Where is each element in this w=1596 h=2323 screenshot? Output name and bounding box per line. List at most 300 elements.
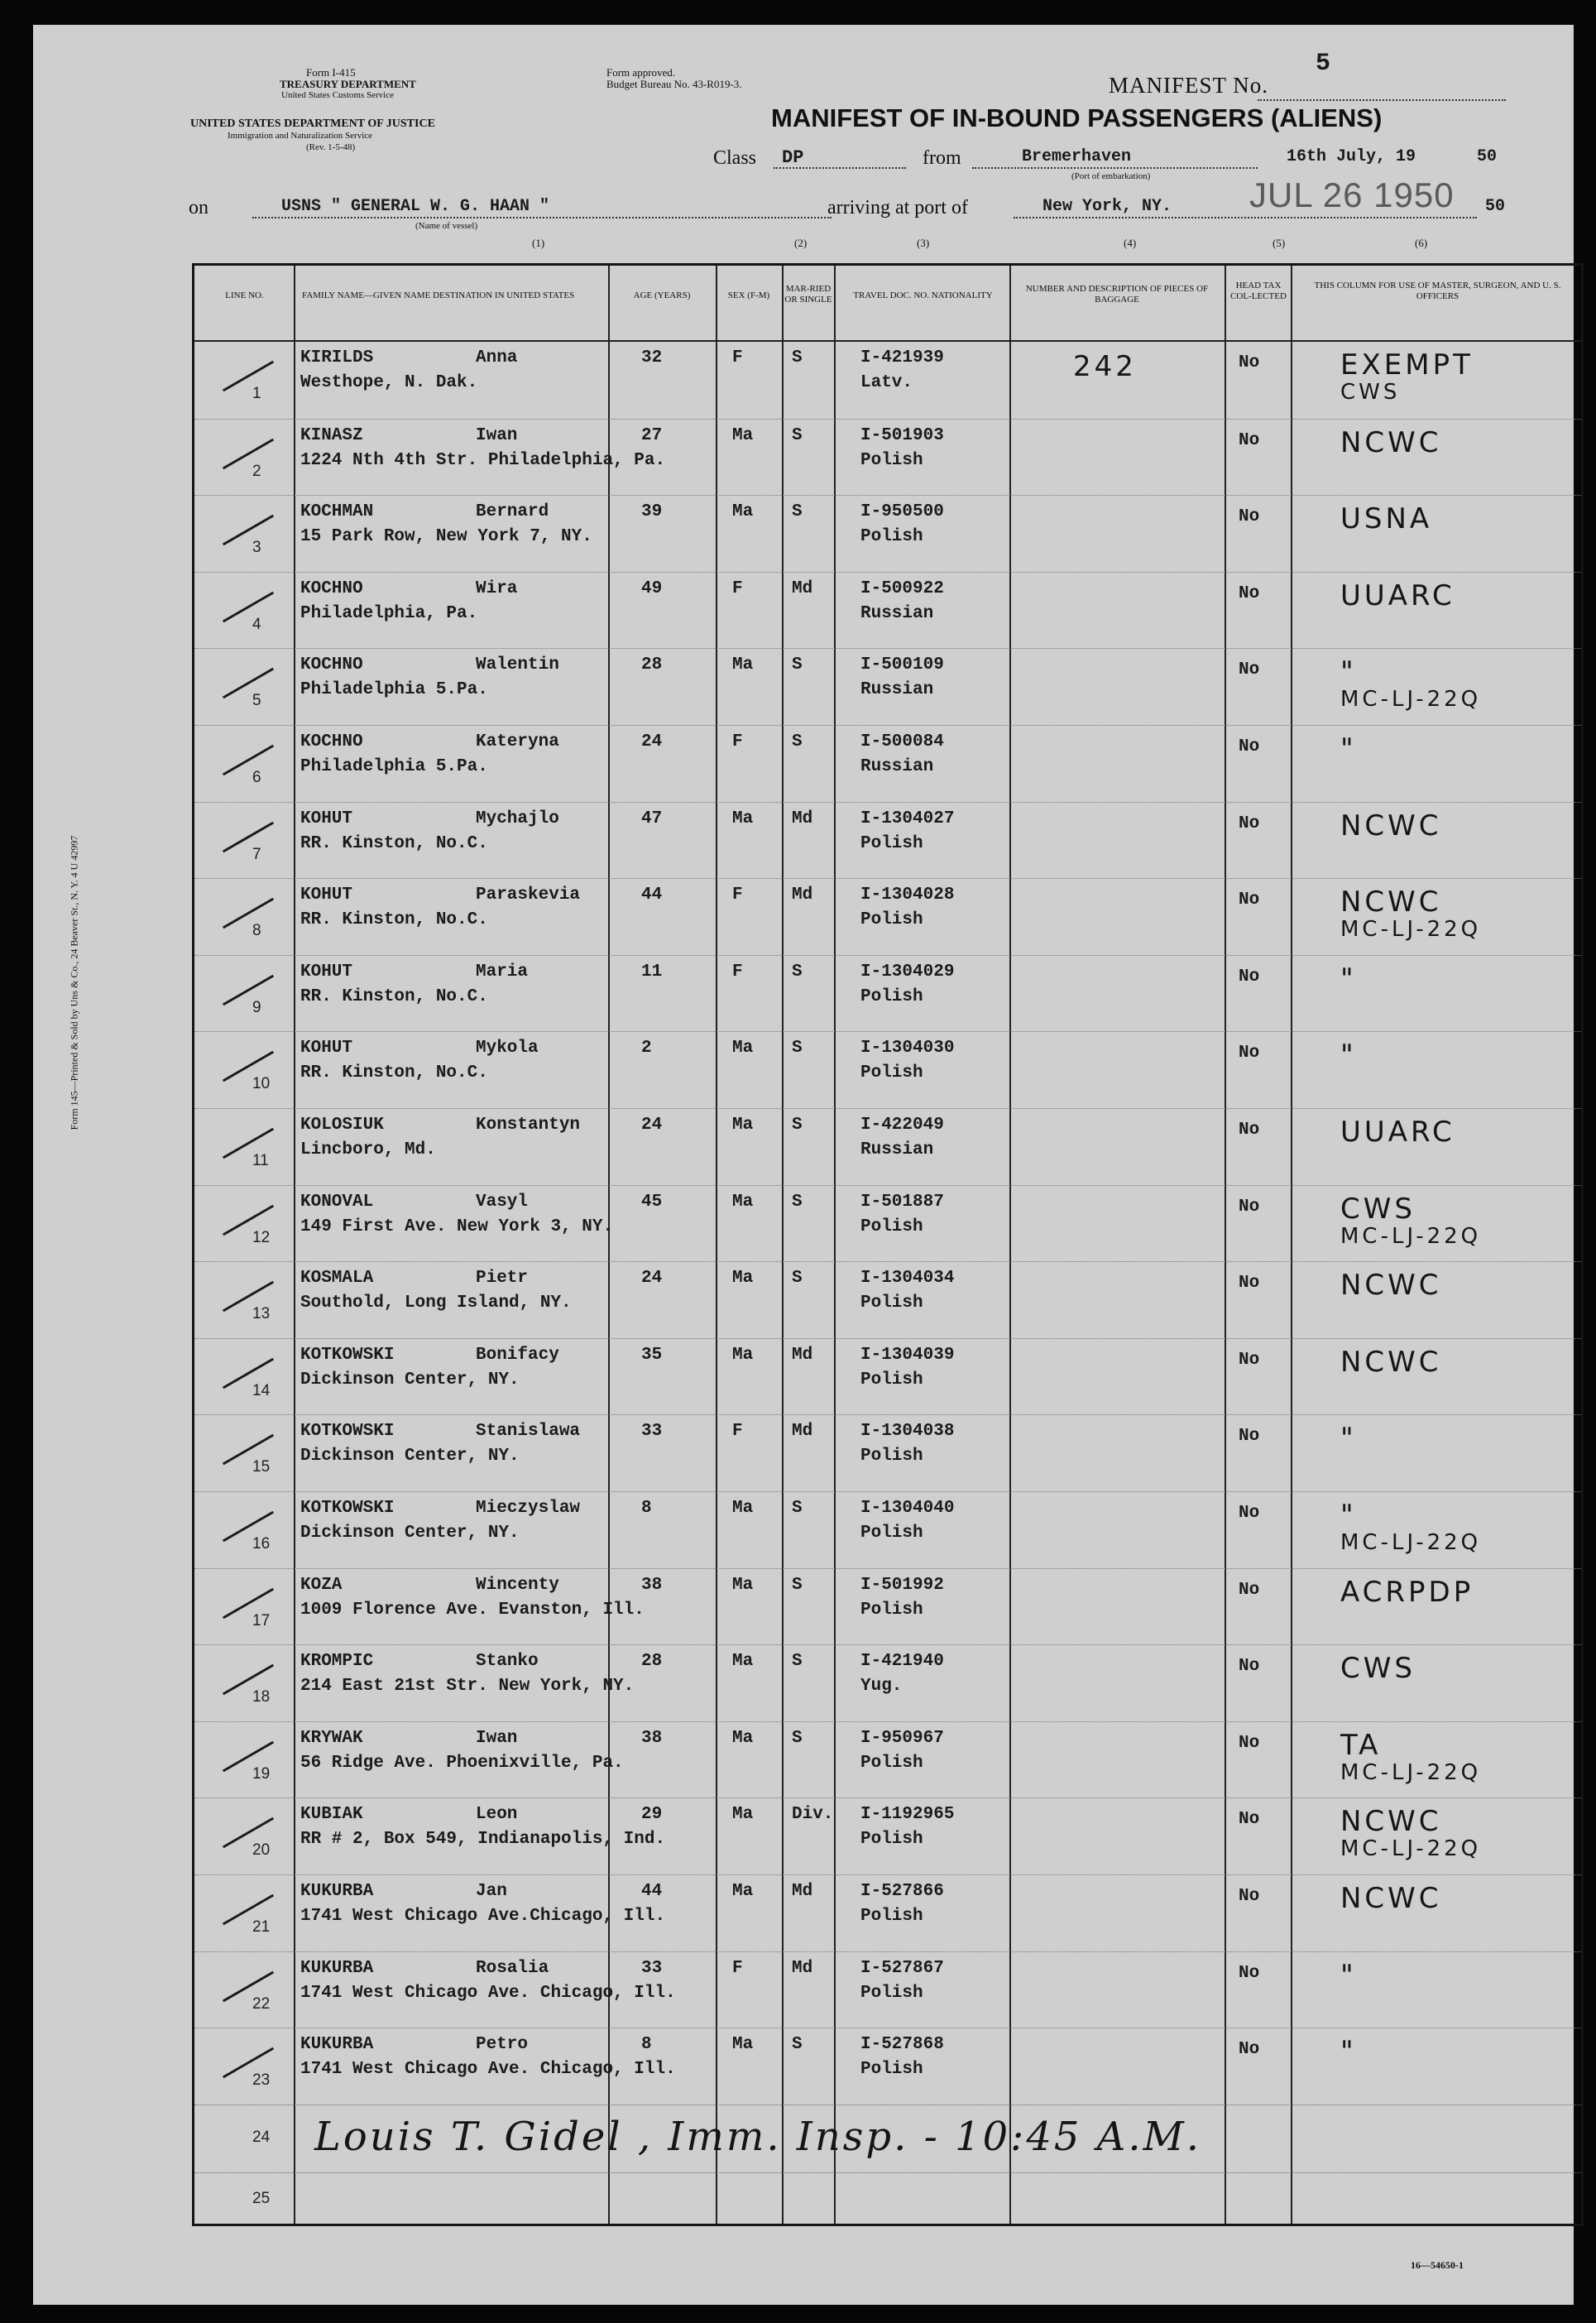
line-number: 25 — [252, 2190, 271, 2207]
sex: Ma — [732, 809, 754, 828]
nationality: Polish — [860, 1217, 923, 1236]
head-tax: No — [1239, 1504, 1260, 1523]
head-tax: No — [1239, 1427, 1260, 1447]
officer-note: NCWC — [1340, 1269, 1442, 1303]
sex: Ma — [732, 2035, 754, 2055]
officer-note: " — [1340, 1499, 1357, 1532]
family-name: KOCHNO — [300, 655, 363, 675]
age: 24 — [641, 732, 663, 751]
passenger-row — [194, 1721, 1581, 1799]
passenger-row — [194, 1951, 1581, 2029]
family-name: KRYWAK — [300, 1728, 363, 1748]
col-number: (2) — [794, 237, 808, 249]
given-name: Mykola — [476, 1039, 539, 1058]
nationality: Polish — [860, 1370, 923, 1389]
sex: Ma — [732, 1728, 754, 1748]
marital-status: S — [792, 1192, 803, 1212]
line-number: 2 — [252, 462, 261, 480]
family-name: KUKURBA — [300, 2035, 374, 2055]
travel-doc-number: I-1304030 — [860, 1039, 955, 1058]
line-number: 11 — [252, 1152, 269, 1169]
passenger-row — [194, 1031, 1581, 1109]
nationality: Polish — [860, 833, 923, 853]
travel-doc-number: I-501903 — [860, 425, 944, 445]
family-name: KOLOSIUK — [300, 1116, 384, 1135]
age: 28 — [641, 1652, 663, 1672]
passenger-row — [194, 648, 1581, 726]
travel-doc-number: I-1192965 — [860, 1805, 955, 1825]
head-tax: No — [1239, 353, 1260, 372]
line-number: 14 — [252, 1381, 271, 1399]
given-name: Mieczyslaw — [476, 1499, 581, 1518]
family-name: KIRILDS — [300, 348, 374, 367]
line-number: 19 — [252, 1764, 271, 1783]
officer-note: " — [1340, 1422, 1357, 1456]
check-mark-icon — [223, 745, 274, 776]
age: 38 — [641, 1728, 663, 1748]
sex: F — [732, 348, 743, 367]
nationality: Russian — [860, 1140, 934, 1159]
travel-doc-number: I-421939 — [860, 348, 944, 367]
family-name: KOHUT — [300, 886, 353, 905]
officer-note: UUARC — [1340, 1116, 1455, 1149]
sex: F — [732, 1422, 743, 1442]
travel-doc-number: I-500922 — [860, 578, 944, 598]
destination: RR. Kinston, No.C. — [300, 1063, 488, 1083]
given-name: Leon — [476, 1805, 518, 1825]
sex: Ma — [732, 655, 754, 675]
marital-status: Md — [792, 809, 813, 828]
given-name: Bonifacy — [476, 1345, 559, 1365]
given-name: Maria — [476, 962, 529, 982]
destination: Philadelphia 5.Pa. — [300, 680, 488, 700]
given-name: Paraskevia — [476, 886, 581, 905]
marital-status: S — [792, 655, 803, 675]
head-tax: No — [1239, 1733, 1260, 1753]
head-tax: No — [1239, 737, 1260, 756]
sex: F — [732, 732, 743, 751]
given-name: Petro — [476, 2035, 529, 2055]
sex: Ma — [732, 502, 754, 522]
family-name: KOTKOWSKI — [300, 1422, 395, 1442]
header-sex: SEX (F-M) — [727, 290, 770, 300]
passenger-row — [194, 572, 1581, 650]
officer-note: NCWC — [1340, 809, 1442, 842]
col-number: (6) — [1415, 237, 1428, 249]
marital-status: S — [792, 962, 803, 982]
nationality: Polish — [860, 1600, 923, 1620]
header-age: AGE (YEARS) — [633, 290, 691, 300]
sex: Ma — [732, 1345, 754, 1365]
officer-note-2: MC-LJ-22Q — [1340, 917, 1482, 943]
age: 39 — [641, 502, 663, 522]
officer-note-2: MC-LJ-22Q — [1340, 1759, 1482, 1785]
head-tax: No — [1239, 2040, 1260, 2060]
officer-note: USNA — [1340, 502, 1433, 536]
family-name: KOSMALA — [300, 1269, 374, 1289]
arriving-label: arriving at port of — [827, 197, 968, 218]
officer-note: NCWC — [1340, 425, 1442, 459]
marital-status: Md — [792, 1345, 813, 1365]
nationality: Russian — [860, 757, 934, 776]
header-officers: THIS COLUMN FOR USE OF MASTER, SURGEON, AND U. S. OFFICERS — [1314, 281, 1561, 301]
officer-note: " — [1340, 962, 1357, 996]
sex: Ma — [732, 1652, 754, 1672]
nationality: Polish — [860, 2060, 923, 2080]
sex: Ma — [732, 1575, 754, 1595]
passenger-row — [194, 2028, 1581, 2105]
passenger-row — [194, 495, 1581, 573]
travel-doc-number: I-500109 — [860, 655, 944, 675]
given-name: Jan — [476, 1882, 507, 1901]
line-number: 10 — [252, 1075, 271, 1093]
head-tax: No — [1239, 1121, 1260, 1140]
travel-doc-number: I-1304028 — [860, 886, 955, 905]
destination: Dickinson Center, NY. — [300, 1370, 520, 1389]
check-mark-icon — [223, 898, 274, 929]
officer-note: " — [1340, 732, 1357, 766]
sex: Ma — [732, 1192, 754, 1212]
line-number: 5 — [252, 692, 261, 710]
line-number: 12 — [252, 1228, 271, 1246]
given-name: Konstantyn — [476, 1116, 581, 1135]
officer-note: NCWC — [1340, 1882, 1442, 1915]
passenger-row — [194, 802, 1581, 880]
form-id: Form I-415 — [306, 66, 356, 79]
line-number: 16 — [252, 1535, 271, 1553]
sex: F — [732, 578, 743, 598]
sex: F — [732, 962, 743, 982]
passenger-row — [194, 1338, 1581, 1416]
marital-status: S — [792, 2035, 803, 2055]
destination: Philadelphia 5.Pa. — [300, 757, 488, 776]
given-name: Iwan — [476, 1728, 518, 1748]
manifest-no-label: MANIFEST No. — [1109, 73, 1269, 98]
travel-doc-number: I-1304039 — [860, 1345, 955, 1365]
officer-note: UUARC — [1340, 578, 1455, 612]
nationality: Polish — [860, 910, 923, 930]
marital-status: S — [792, 1575, 803, 1595]
from-rule — [972, 167, 1258, 169]
baggage: 242 — [1073, 350, 1137, 383]
nationality: Polish — [860, 450, 923, 470]
nationality: Polish — [860, 1753, 923, 1773]
nationality: Polish — [860, 1293, 923, 1313]
travel-doc-number: I-1304038 — [860, 1422, 955, 1442]
header-line-no: LINE NO. — [225, 290, 264, 300]
nationality: Polish — [860, 1830, 923, 1850]
family-name: KOCHMAN — [300, 502, 374, 522]
vessel-name: USNS " GENERAL W. G. HAAN " — [281, 197, 550, 216]
marital-status: S — [792, 1039, 803, 1058]
passenger-row — [194, 955, 1581, 1033]
given-name: Iwan — [476, 425, 518, 445]
sex: Ma — [732, 1882, 754, 1901]
travel-doc-number: I-500084 — [860, 732, 944, 751]
line-number: 24 — [252, 2129, 271, 2146]
travel-doc-number: I-527868 — [860, 2035, 944, 2055]
passenger-row — [194, 1108, 1581, 1186]
rev-date: (Rev. 1-5-48) — [306, 142, 356, 152]
footer-code: 16—54650-1 — [1411, 2259, 1464, 2271]
date-value: 16th July, 19 — [1287, 147, 1416, 166]
line-number: 22 — [252, 1994, 271, 2013]
head-tax: No — [1239, 507, 1260, 527]
head-tax: No — [1239, 1044, 1260, 1063]
family-name: KINASZ — [300, 425, 363, 445]
officer-note: CWS — [1340, 1192, 1416, 1226]
family-name: KOCHNO — [300, 578, 363, 598]
given-name: Walentin — [476, 655, 559, 675]
given-name: Pietr — [476, 1269, 529, 1289]
marital-status: S — [792, 1728, 803, 1748]
sex: Ma — [732, 1269, 754, 1289]
col-number: (5) — [1272, 237, 1286, 249]
destination: RR # 2, Box 549, Indianapolis, Ind. — [300, 1830, 666, 1850]
officer-note: ACRPDP — [1340, 1575, 1474, 1609]
age: 45 — [641, 1192, 663, 1212]
line-number: 4 — [252, 615, 261, 633]
age: 33 — [641, 1958, 663, 1978]
officer-note: NCWC — [1340, 1805, 1442, 1839]
family-name: KUKURBA — [300, 1882, 374, 1901]
head-tax: No — [1239, 1580, 1260, 1600]
head-tax: No — [1239, 814, 1260, 833]
family-name: KOCHNO — [300, 732, 363, 751]
from-value: Bremerhaven — [1022, 147, 1132, 166]
check-mark-icon — [223, 515, 274, 546]
family-name: KROMPIC — [300, 1652, 374, 1672]
travel-doc-number: I-1304029 — [860, 962, 955, 982]
arrival-port: New York, NY. — [1042, 197, 1172, 216]
header-married: MAR-RIED OR SINGLE — [784, 284, 832, 305]
signature-row — [194, 2105, 1581, 2173]
destination: 1741 West Chicago Ave.Chicago, Ill. — [300, 1907, 666, 1926]
age: 33 — [641, 1422, 663, 1442]
destination: 1741 West Chicago Ave. Chicago, Ill. — [300, 2060, 676, 2080]
head-tax: No — [1239, 430, 1260, 450]
marital-status: Md — [792, 1882, 813, 1901]
form-approved: Form approved. — [606, 66, 676, 79]
header-name: FAMILY NAME—GIVEN NAME DESTINATION IN UNITED STATES — [302, 290, 575, 300]
vessel-caption: (Name of vessel) — [415, 221, 478, 231]
travel-doc-number: I-422049 — [860, 1116, 944, 1135]
officer-note-2: MC-LJ-22Q — [1340, 1530, 1482, 1555]
destination: Westhope, N. Dak. — [300, 373, 478, 392]
sex: Ma — [732, 1499, 754, 1518]
marital-status: S — [792, 1499, 803, 1518]
line-number: 20 — [252, 1841, 271, 1860]
destination: 1224 Nth 4th Str. Philadelphia, Pa. — [300, 450, 666, 470]
arrival-rule — [1014, 217, 1477, 218]
marital-status: S — [792, 1269, 803, 1289]
destination: 149 First Ave. New York 3, NY. — [300, 1217, 614, 1236]
destination: Lincboro, Md. — [300, 1140, 436, 1159]
officer-note: " — [1340, 2035, 1357, 2069]
age: 47 — [641, 809, 663, 828]
nationality: Polish — [860, 1524, 923, 1543]
marital-status: Md — [792, 1958, 813, 1978]
given-name: Rosalia — [476, 1958, 549, 1978]
line-number: 3 — [252, 539, 261, 557]
passenger-row — [194, 1185, 1581, 1263]
age: 8 — [641, 1499, 652, 1518]
line-number: 1 — [252, 385, 261, 402]
marital-status: S — [792, 1116, 803, 1135]
destination: 56 Ridge Ave. Phoenixville, Pa. — [300, 1753, 624, 1773]
family-name: KONOVAL — [300, 1192, 374, 1212]
nationality: Polish — [860, 1063, 923, 1083]
age: 24 — [641, 1269, 663, 1289]
sex: F — [732, 1958, 743, 1978]
given-name: Stanislawa — [476, 1422, 581, 1442]
given-name: Anna — [476, 348, 518, 367]
family-name: KOTKOWSKI — [300, 1345, 395, 1365]
col-number: (3) — [917, 237, 930, 249]
line-number: 21 — [252, 1918, 271, 1936]
officer-note: NCWC — [1340, 1345, 1442, 1379]
header-baggage: NUMBER AND DESCRIPTION OF PIECES OF BAGGAGE — [1025, 284, 1209, 305]
destination: Dickinson Center, NY. — [300, 1447, 520, 1466]
nationality: Russian — [860, 603, 934, 623]
line-number: 15 — [252, 1458, 271, 1476]
head-tax: No — [1239, 1963, 1260, 1983]
sex: Ma — [732, 425, 754, 445]
given-name: Wincenty — [476, 1575, 559, 1595]
age: 8 — [641, 2035, 652, 2055]
destination: 1009 Florence Ave. Evanston, Ill. — [300, 1600, 645, 1620]
sex: Ma — [732, 1116, 754, 1135]
destination: 15 Park Row, New York 7, NY. — [300, 527, 592, 547]
destination: RR. Kinston, No.C. — [300, 986, 488, 1006]
passenger-row — [194, 1491, 1581, 1569]
nationality: Polish — [860, 1983, 923, 2003]
passenger-row — [194, 878, 1581, 956]
header-travel-doc: TRAVEL DOC. NO. NATIONALITY — [853, 290, 993, 300]
given-name: Stanko — [476, 1652, 539, 1672]
manifest-title: MANIFEST OF IN-BOUND PASSENGERS (ALIENS) — [771, 103, 1383, 132]
head-tax: No — [1239, 660, 1260, 680]
marital-status: Md — [792, 1422, 813, 1442]
officer-note: EXEMPT — [1340, 348, 1474, 382]
year-suffix: 50 — [1477, 147, 1498, 166]
destination: 214 East 21st Str. New York, NY. — [300, 1677, 635, 1697]
col-number: (1) — [532, 237, 545, 249]
age: 27 — [641, 425, 663, 445]
given-name: Kateryna — [476, 732, 559, 751]
marital-status: S — [792, 425, 803, 445]
nationality: Polish — [860, 986, 923, 1006]
head-tax: No — [1239, 1810, 1260, 1830]
nationality: Polish — [860, 527, 923, 547]
treasury-dept: TREASURY DEPARTMENT — [280, 78, 416, 90]
check-mark-icon — [223, 361, 274, 392]
family-name: KOHUT — [300, 1039, 353, 1058]
passenger-row — [194, 1568, 1581, 1646]
travel-doc-number: I-501887 — [860, 1192, 944, 1212]
travel-doc-number: I-1304040 — [860, 1499, 955, 1518]
passenger-row — [194, 1797, 1581, 1875]
line-number: 9 — [252, 998, 261, 1016]
travel-doc-number: I-950500 — [860, 502, 944, 522]
sex: Ma — [732, 1039, 754, 1058]
officer-note-2: MC-LJ-22Q — [1340, 687, 1482, 713]
officer-note-2: MC-LJ-22Q — [1340, 1223, 1482, 1249]
class-rule — [774, 167, 906, 169]
family-name: KOTKOWSKI — [300, 1499, 395, 1518]
check-mark-icon — [223, 591, 274, 622]
nationality: Yug. — [860, 1677, 903, 1697]
travel-doc-number: I-1304027 — [860, 809, 955, 828]
line-number: 23 — [252, 2071, 271, 2090]
travel-doc-number: I-421940 — [860, 1652, 944, 1672]
officer-note: TA — [1340, 1728, 1382, 1762]
age: 32 — [641, 348, 663, 367]
ins-title: Immigration and Naturalization Service — [228, 131, 373, 141]
destination: 1741 West Chicago Ave. Chicago, Ill. — [300, 1983, 676, 2003]
head-tax: No — [1239, 1350, 1260, 1370]
travel-doc-number: I-527866 — [860, 1882, 944, 1901]
officer-note-2: MC-LJ-22Q — [1340, 1836, 1482, 1862]
family-name: KUKURBA — [300, 1958, 374, 1978]
age: 24 — [641, 1116, 663, 1135]
line-number: 18 — [252, 1688, 271, 1706]
age: 49 — [641, 578, 663, 598]
age: 38 — [641, 1575, 663, 1595]
given-name: Vasyl — [476, 1192, 529, 1212]
sex: Ma — [732, 1805, 754, 1825]
officer-note: NCWC — [1340, 886, 1442, 919]
nationality: Russian — [860, 680, 934, 700]
travel-doc-number: I-527867 — [860, 1958, 944, 1978]
class-value: DP — [782, 147, 804, 168]
nationality: Polish — [860, 1447, 923, 1466]
family-name: KOZA — [300, 1575, 343, 1595]
marital-status: S — [792, 502, 803, 522]
check-mark-icon — [223, 668, 274, 699]
given-name: Mychajlo — [476, 809, 559, 828]
nationality: Latv. — [860, 373, 913, 392]
line-number: 17 — [252, 1611, 271, 1629]
marital-status: S — [792, 1652, 803, 1672]
empty-row — [194, 2172, 1581, 2223]
passenger-row — [194, 1261, 1581, 1339]
line-number: 6 — [252, 769, 261, 786]
manifest-table — [192, 263, 1584, 2226]
budget-bureau: Budget Bureau No. 43-R019-3. — [606, 78, 742, 90]
manifest-sheet — [33, 25, 1574, 2305]
given-name: Wira — [476, 578, 518, 598]
destination: RR. Kinston, No.C. — [300, 833, 488, 853]
age: 11 — [641, 962, 663, 982]
customs-service: United States Customs Service — [281, 90, 394, 100]
age: 28 — [641, 655, 663, 675]
head-tax: No — [1239, 1274, 1260, 1293]
head-tax: No — [1239, 1657, 1260, 1677]
line-number: 8 — [252, 922, 261, 940]
vessel-rule — [252, 217, 832, 218]
travel-doc-number: I-501992 — [860, 1575, 944, 1595]
age: 2 — [641, 1039, 652, 1058]
destination: Dickinson Center, NY. — [300, 1524, 520, 1543]
printer-side-text: Form 145—Printed & Sold by Uns & Co., 24 Beaver St., N. Y. 4 U 42997 — [68, 835, 80, 1130]
given-name: Bernard — [476, 502, 549, 522]
passenger-row — [194, 1874, 1581, 1952]
manifest-no-rule — [1258, 99, 1506, 101]
check-mark-icon — [223, 821, 274, 852]
family-name: KOHUT — [300, 809, 353, 828]
port-embark-caption: (Port of embarkation) — [1071, 171, 1151, 181]
